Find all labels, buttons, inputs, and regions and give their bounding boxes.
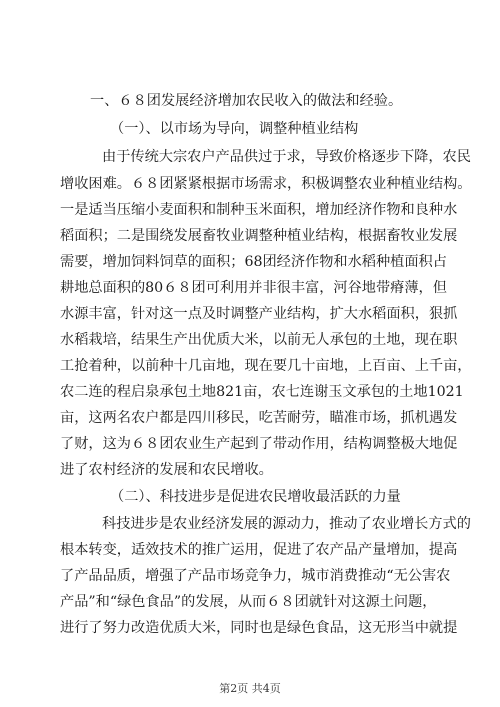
paragraph-line: 科技进步是农业经济发展的源动力，推动了农业增长方式的	[102, 516, 471, 532]
paragraph-line: 工抢着种，以前种十几亩地，现在要几十亩地，上百亩、上千亩，	[60, 358, 472, 374]
paragraph-line: 耕地总面积的80６８团可利用并非很丰富，河谷地带瘠薄，但	[60, 280, 447, 296]
paragraph-line: 需要，增加饲料饲草的面积；68团经济作物和水稻种植面积占	[60, 254, 447, 270]
paragraph-line: 进行了努力改造优质大米，同时也是绿色食品，这无形当中就提	[60, 620, 458, 636]
paragraph-line: 水源丰富，针对这一点及时调整产业结构，扩大水稻面积，狠抓	[60, 306, 458, 322]
subsection-title-1: （一）、以市场为导向，调整种植业结构	[110, 121, 359, 137]
subsection-title-2: （二）、科技进步是促进农民增收最活跃的力量	[110, 489, 401, 505]
page-number-footer: 第2页 共4页	[219, 682, 281, 695]
paragraph-line: 了财，这为６８团农业生产起到了带动作用，结构调整极大地促	[60, 436, 458, 452]
paragraph-line: 根本转变，适效技术的推广运用，促进了农产品产量增加，提高	[60, 542, 458, 558]
paragraph-line: 稻面积；二是围绕发展畜牧业调整种植业结构，根据畜牧业发展	[60, 228, 458, 244]
paragraph-line: 亩，这两名农户都是四川移民，吃苦耐劳，瞄准市场，抓机遇发	[60, 410, 458, 426]
section-heading: 一、６８团发展经济增加农民收入的做法和经验。	[90, 93, 403, 109]
paragraph-line: 了产品品质，增强了产品市场竞争力，城市消费推动“无公害农	[60, 568, 451, 584]
paragraph-line: 农二连的程启泉承包土地821亩，农七连谢玉文承包的土地1021	[60, 384, 464, 400]
paragraph-line: 产品”和“绿色食品”的发展，从而６８团就针对这源土问题，	[60, 594, 437, 610]
paragraph-line: 增收困难。６８团紧紧根据市场需求，积极调整农业种植业结构。	[60, 176, 472, 192]
paragraph-line: 由于传统大宗农户产品供过于求，导致价格逐步下降，农民	[102, 149, 471, 165]
paragraph-line: 一是适当压缩小麦面积和制种玉米面积，增加经济作物和良种水	[60, 202, 458, 218]
paragraph-line: 水稻栽培，结果生产出优质大米，以前无人承包的土地，现在职	[60, 332, 458, 348]
paragraph-line: 进了农村经济的发展和农民增收。	[60, 462, 273, 478]
